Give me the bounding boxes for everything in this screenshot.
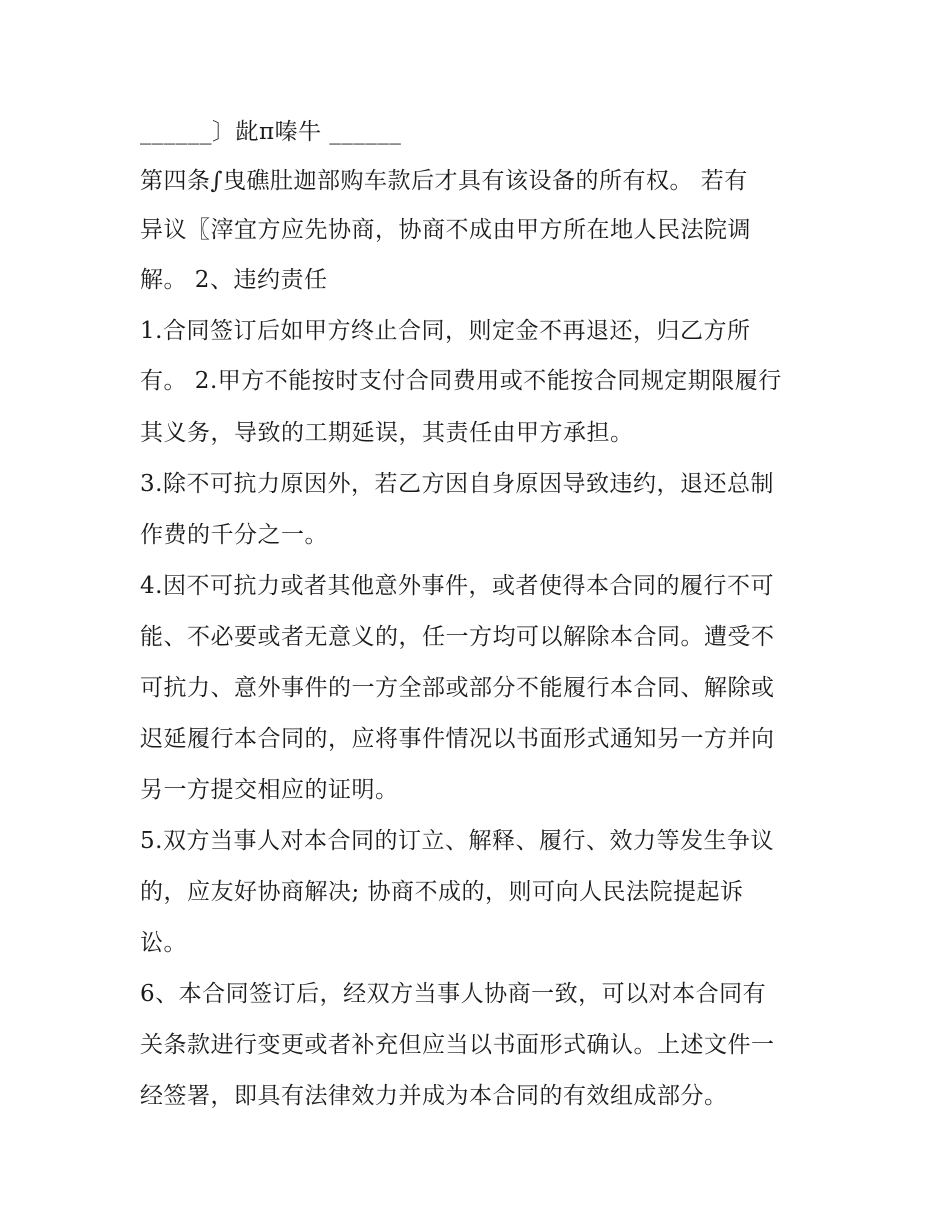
text-line: 1.合同签订后如甲方终止合同，则定金不再退还，归乙方所 [140,318,751,344]
text-line: 经签署，即具有法律效力并成为本合同的有效组成部分。 [140,1083,728,1109]
text-line: 有。 2.甲方不能按时支付合同费用或不能按合同规定期限履行 [140,368,782,394]
text-line: 迟延履行本合同的，应将事件情况以书面形式通知另一方并向 [140,726,775,752]
text-line: 关条款进行变更或者补充但应当以书面形式确认。上述文件一 [140,1032,775,1058]
text-line: 异议〖滓宜方应先协商，协商不成由甲方所在地人民法院调 [140,217,751,243]
text-line: 4.因不可抗力或者其他意外事件，或者使得本合同的履行不可 [140,573,774,599]
text-line: 解。 2、违约责任 [140,267,328,293]
text-line: 第四条∫曳礁肚迦部购车款后才具有该设备的所有权。 若有 [140,168,748,194]
text-line: 3.除不可抗力原因外，若乙方因自身原因导致违约，退还总制 [140,471,774,497]
text-line: 作费的千分之一。 [140,522,328,548]
text-line: 能、不必要或者无意义的，任一方均可以解除本合同。遭受不 [140,624,775,650]
text-line: 5.双方当事人对本合同的订立、解释、履行、效力等发生争议 [140,828,774,854]
text-line: ______〕龀π嗪牛 ______ [140,119,402,145]
text-line: 可抗力、意外事件的一方全部或部分不能履行本合同、解除或 [140,675,775,701]
text-line: 另一方提交相应的证明。 [140,777,399,803]
text-line: 的，应友好协商解决; 协商不成的，则可向人民法院提起诉 [140,879,744,905]
text-line: 6、本合同签订后，经双方当事人协商一致，可以对本合同有 [140,981,767,1007]
text-line: 其义务，导致的工期延误，其责任由甲方承担。 [140,420,634,446]
text-line: 讼。 [140,930,187,956]
